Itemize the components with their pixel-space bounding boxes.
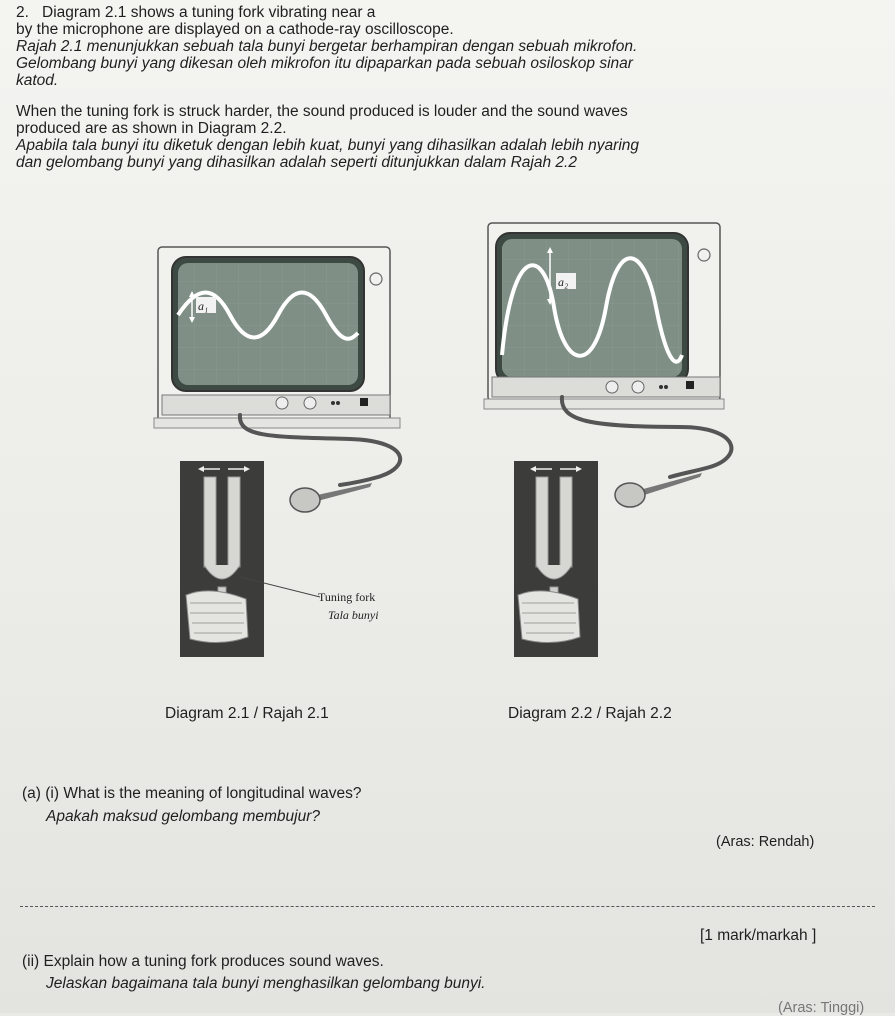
- difficulty-level-a-i: (Aras: Rendah): [716, 834, 815, 850]
- tuning-fork-label-en: Tuning fork: [318, 590, 376, 604]
- intro-ms-line-1: Rajah 2.1 menunjukkan sebuah tala bunyi bergetar berhampiran dengan sebuah mikrofon.: [16, 38, 638, 55]
- oscilloscope-2: [484, 223, 724, 409]
- harder-ms-line-2: dan gelombang bunyi yang dihasilkan adalah seperti ditunjukkan dalam Rajah 2.2: [16, 154, 577, 171]
- harder-ms-line-1: Apabila tala bunyi itu diketuk dengan lebih kuat, bunyi yang dihasilkan adalah lebih nyaring: [16, 137, 640, 154]
- diagram-2-1-caption: Diagram 2.1 / Rajah 2.1: [165, 705, 329, 722]
- harder-en-line-1: When the tuning fork is struck harder, the sound produced is louder and the sound waves: [16, 103, 628, 120]
- oscilloscope-1: [154, 247, 400, 428]
- diagram-2-2-caption: Diagram 2.2 / Rajah 2.2: [508, 705, 672, 722]
- harder-en-line-2: produced are as shown in Diagram 2.2.: [16, 120, 287, 137]
- intro-en-line-2: by the microphone are displayed on a cathode-ray oscilloscope.: [16, 21, 454, 38]
- tuning-fork-label-ms: Tala bunyi: [328, 608, 379, 622]
- question-a-i: (a) (i) What is the meaning of longitudinal waves?: [22, 785, 362, 802]
- tuning-fork-2: [514, 461, 598, 657]
- intro-ms-line-3: katod.: [16, 72, 59, 89]
- question-number: 2.: [16, 4, 29, 21]
- diagrams-figure: [150, 215, 750, 675]
- amplitude-label-a1: a₁: [198, 299, 209, 313]
- difficulty-level-a-ii: (Aras: Tinggi): [778, 1000, 865, 1016]
- question-intro: [16, 4, 856, 171]
- question-a-ii: (ii) Explain how a tuning fork produces sound waves.: [22, 953, 384, 970]
- microphone-1: [290, 483, 372, 512]
- intro-ms-line-2: Gelombang bunyi yang dikesan oleh mikrofon itu dipaparkan pada sebuah osiloskop sinar: [16, 55, 633, 72]
- question-a-ii-ms: Jelaskan bagaimana tala bunyi menghasilkan gelombang bunyi.: [46, 975, 486, 992]
- question-a-i-ms: Apakah maksud gelombang membujur?: [46, 808, 320, 825]
- microphone-2: [615, 473, 702, 507]
- marks-a-i: [1 mark/markah ]: [700, 927, 817, 944]
- intro-en-line-1: Diagram 2.1 shows a tuning fork vibrating near a: [42, 4, 376, 21]
- amplitude-label-a2: a₂: [558, 275, 569, 289]
- answer-line-a-i[interactable]: [20, 906, 875, 907]
